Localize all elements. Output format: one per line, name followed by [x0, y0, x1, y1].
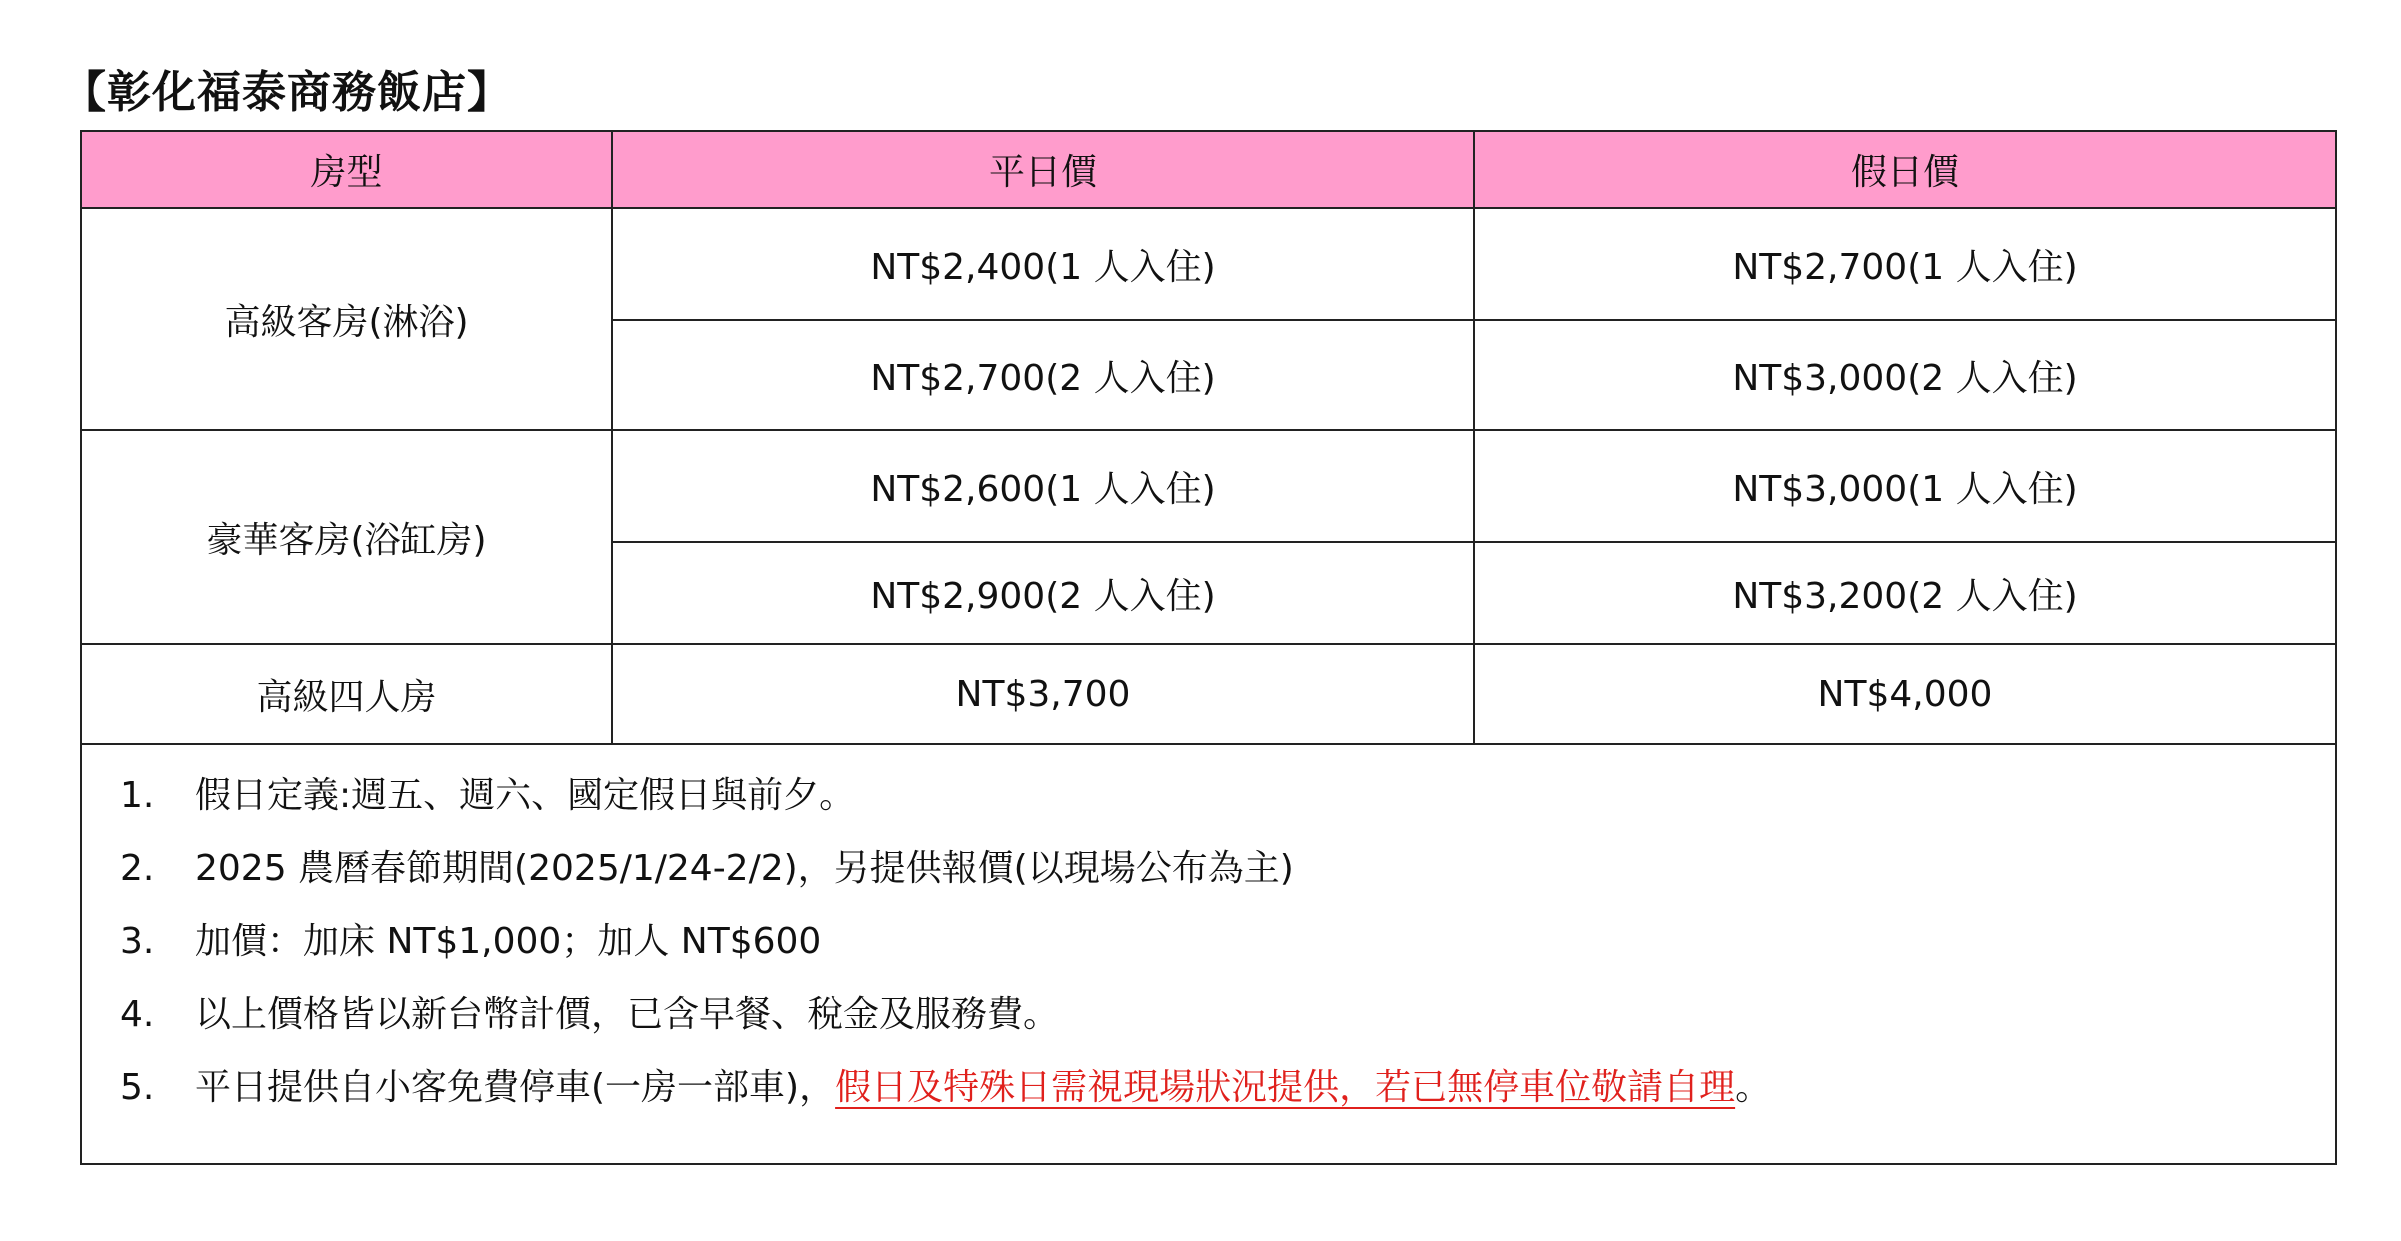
weekday-price-cell: NT$3,700: [612, 644, 1474, 744]
note-item: [120, 832, 1771, 905]
note-number: 5.: [120, 1067, 155, 1108]
note-item: [120, 759, 1771, 832]
note-text: 假日定義:週五、週六、國定假日與前夕。: [195, 775, 856, 816]
notes-list: [120, 759, 1771, 1124]
notes-cell: [81, 744, 2336, 1164]
parking-warning-text: 假日及特殊日需視現場狀況提供，若已無停車位敬請自理: [835, 1067, 1736, 1108]
note-text: 加價：加床 NT$1,000；加人 NT$600: [195, 921, 822, 962]
note-text: 平日提供自小客免費停車(一房一部車)，: [195, 1067, 836, 1108]
holiday-price-cell: NT$3,200(2 人入住): [1474, 542, 2336, 644]
note-text: 以上價格皆以新台幣計價，已含早餐、稅金及服務費。: [195, 994, 1060, 1035]
holiday-price-cell: NT$2,700(1 人入住): [1474, 208, 2336, 320]
holiday-price-cell: NT$3,000(2 人入住): [1474, 320, 2336, 430]
page-title: 【彰化福泰商務飯店】: [62, 67, 512, 118]
note-number: 3.: [120, 921, 155, 962]
note-item: [120, 905, 1771, 978]
weekday-price-cell: NT$2,400(1 人入住): [612, 208, 1474, 320]
holiday-price-cell: NT$3,000(1 人入住): [1474, 430, 2336, 542]
note-number: 4.: [120, 994, 155, 1035]
table-row: [81, 644, 2336, 744]
weekday-price-cell: NT$2,900(2 人入住): [612, 542, 1474, 644]
note-item: [120, 1051, 1771, 1124]
header-room-type: 房型: [81, 131, 612, 208]
table-row: [81, 208, 2336, 320]
notes-row: [81, 744, 2336, 1164]
table-header-row: [81, 131, 2336, 208]
header-holiday-price: 假日價: [1474, 131, 2336, 208]
room-type-cell: 豪華客房(浴缸房): [81, 430, 612, 644]
weekday-price-cell: NT$2,700(2 人入住): [612, 320, 1474, 430]
note-number: 2.: [120, 848, 155, 889]
table-row: [81, 430, 2336, 542]
room-type-cell: 高級四人房: [81, 644, 612, 744]
note-number: 1.: [120, 775, 155, 816]
note-item: [120, 978, 1771, 1051]
room-type-cell: 高級客房(淋浴): [81, 208, 612, 430]
header-weekday-price: 平日價: [612, 131, 1474, 208]
weekday-price-cell: NT$2,600(1 人入住): [612, 430, 1474, 542]
note-text: 2025 農曆春節期間(2025/1/24-2/2)，另提供報價(以現場公布為主): [195, 848, 1294, 889]
holiday-price-cell: NT$4,000: [1474, 644, 2336, 744]
note-suffix: 。: [1735, 1067, 1772, 1108]
room-rate-table: [80, 130, 2337, 1165]
